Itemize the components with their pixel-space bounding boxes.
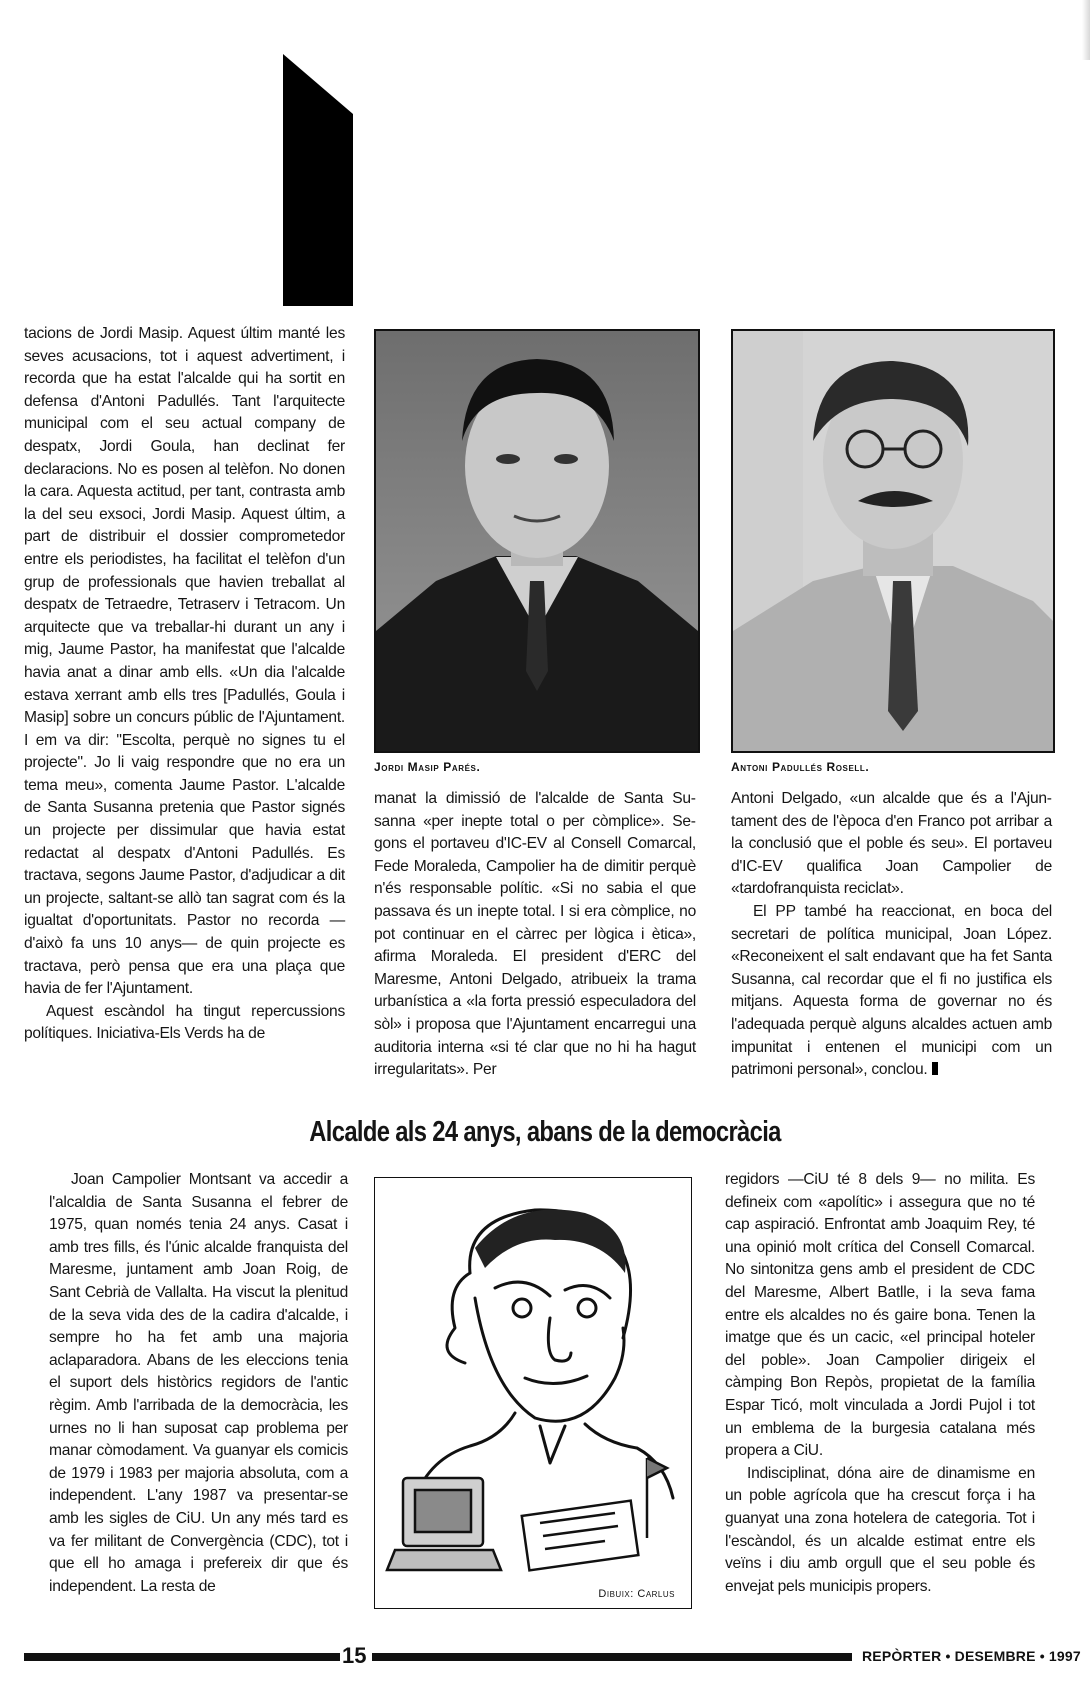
footer-rule-left: [24, 1653, 340, 1661]
illustration-credit: Dibuix: Carlus: [598, 1588, 675, 1600]
sidebar-column-2: [725, 1169, 1035, 1598]
footer-publication: REPÒRTER • DESEMBRE • 1997: [862, 1648, 1081, 1664]
page-right-edge-shadow: [1082, 0, 1090, 60]
sidebar-column-1: [49, 1169, 348, 1598]
sidebar-col2-paragraph-2: Indisciplinat, dóna aire de dinamisme en un poble agrícola que ha crescut força i ha guanyat una zona hotelera de categoria. Tot i l'escàndol, és un alcalde estimat entre els veïns i diu amb orgull que el seu poble és envejat pels municipis propers.: [725, 1464, 1035, 1595]
section-marker-graphic: [283, 54, 353, 306]
article-column-3: [731, 788, 1052, 1082]
caricature-illustration: [374, 1177, 692, 1609]
sidebar-col2-paragraph-1: regidors —CiU té 8 dels 9— no milita. Es defineix com «apolític» i assegura que no té cap aspiració. Enfrontat amb Joaquim Rey, té una opinió molt crítica del Consell Comarcal. No sintonitza gens amb el president de CDC del Maresme, Albert Batlle, i la seva fama entre els alcaldes no és gaire bona. Tenen la imatge que és un cacic, «el principal hoteler del poble». Joan Campolier dirigeix el càmping Bon Repòs, propietat de la família Espar Ticó, molt vinculada a Jordi Pujol i tot un emblema de la burgesia catalana més propera a CiU.: [725, 1171, 1035, 1460]
end-of-article-mark: [932, 1062, 938, 1075]
photo-caption-jordi-masip: Jordi Masip Parés.: [374, 760, 481, 774]
footer-rule-right: [372, 1653, 852, 1661]
photo-antoni-padulles: [731, 329, 1055, 753]
article-col2-paragraph-1: manat la dimissió de l'alcalde de Santa Susanna «per inepte total o per còmplice». Segons el portaveu d'IC-EV al Consell Comarcal, Fede Moraleda, Campolier ha de dimitir perquè n'és responsable polític. «Si no sabia el que passava és un inepte total. I si era còmplice, no pot continuar en el càrrec per lògica i ètica», afirma Moraleda. El president d'ERC del Maresme, Antoni Delgado, atribueix la trama urbanística a «la forta pressió especuladora del sòl» i proposa que l'Ajuntament encarregui una auditoria interna «si té clar que no hi ha hagut irregularitats». Per: [374, 790, 696, 1079]
sidebar-headline: Alcalde als 24 anys, abans de la democràcia: [309, 1116, 781, 1148]
article-column-2: [374, 788, 696, 1082]
article-col3-paragraph-1: Antoni Delgado, «un alcalde que és a l'Ajuntament des de l'època d'en Franco pot arribar a la conclusió que el poble és seu». El portaveu d'IC-EV qualifica Joan Campolier de «tardofranquista reciclat».: [731, 790, 1052, 898]
sidebar-col1-paragraph-1: Joan Campolier Montsant va accedir a l'alcaldia de Santa Susanna el febrer de 1975, quan només tenia 24 anys. Casat i amb tres fills, és l'únic alcalde franquista del Maresme, juntament amb Joan Roig, de Sant Cebrià de Vallalta. Ha viscut la plenitud de la seva vida des de la cadira d'alcalde, i sempre ho ha fet amb una majoria aclaparadora. Abans de les eleccions tenia el suport dels històrics regidors de l'antic règim. Amb l'arribada de la democràcia, les urnes no li han suposat cap problema per manar còmodament. Va guanyar els comicis de 1979 i 1983 per majoria absoluta, com a independent. L'any 1987 va presentar-se amb les sigles de CiU. Un any més tard es va fer militant de Convergència (CDC), tot i que ell ho amaga i prefereix dir que és independent. La resta de: [49, 1171, 348, 1595]
photo-caption-antoni-padulles: Antoni Padullés Rosell.: [731, 760, 870, 774]
photo-jordi-masip: [374, 329, 700, 753]
article-col1-paragraph-1: tacions de Jordi Masip. Aquest últim manté les seves acusacions, tot i aquest advertiment, i recorda que ha estat l'alcalde qui ha sortit en defensa d'Antoni Padullés. Tant l'arquitecte municipal com el seu actual company de despatx, Jordi Goula, han declinat fer declaracions. No es posen al telèfon. No donen la cara. Aquesta actitud, per tant, contrasta amb la del seu exsoci, Jordi Masip. Aquest últim, a part de distribuir el dossier comprometedor entre els periodistes, ha facilitat el telèfon d'un grup de professionals que havien treballat al despatx de Tetraedre, Tetraserv i Tetracom. Un arquitecte que va treballar-hi durant un any i mig, Jaume Pastor, ha manifestat que l'alcalde havia anat a dinar amb ells. «Un dia l'alcalde estava xerrant amb ells tres [Padullés, Goula i Masip] sobre un concurs públic de l'Ajuntament. I em va dir: "Escolta, perquè no signes tu el projecte". Jo li vaig respondre que no era un tema meu», comenta Jaume Pastor. L'alcalde de Santa Susanna pretenia que Pastor signés un projecte per dissimular que havia estat redactat al despatx d'Antoni Padullés. Es tractava, segons Jaume Pastor, d'adjudicar a dit un projecte, saltant-se allò tan sagrat com és la igualtat d'oportunitats. Pastor no recorda —d'això fa uns 10 anys— de quin projecte es tractava, però pensa que era una plaça que havia de fer l'Ajuntament.: [24, 325, 345, 998]
article-column-1: [24, 323, 345, 1046]
article-col1-paragraph-2: Aquest escàndol ha tingut repercussions polítiques. Iniciativa-Els Verds ha de: [24, 1002, 345, 1043]
footer-page-number: 15: [342, 1643, 367, 1668]
article-col3-paragraph-2: El PP també ha reaccionat, en boca del secretari de política municipal, Joan López. «Reconeixent el salt endavant que ha fet Santa Susanna, cal recordar que el fi no justifica els mitjans. Aquesta forma de governar no és l'adequada perquè alguns alcaldes actuen amb impunitat i entenen el municipi com un patrimoni personal», conclou.: [731, 902, 1052, 1079]
